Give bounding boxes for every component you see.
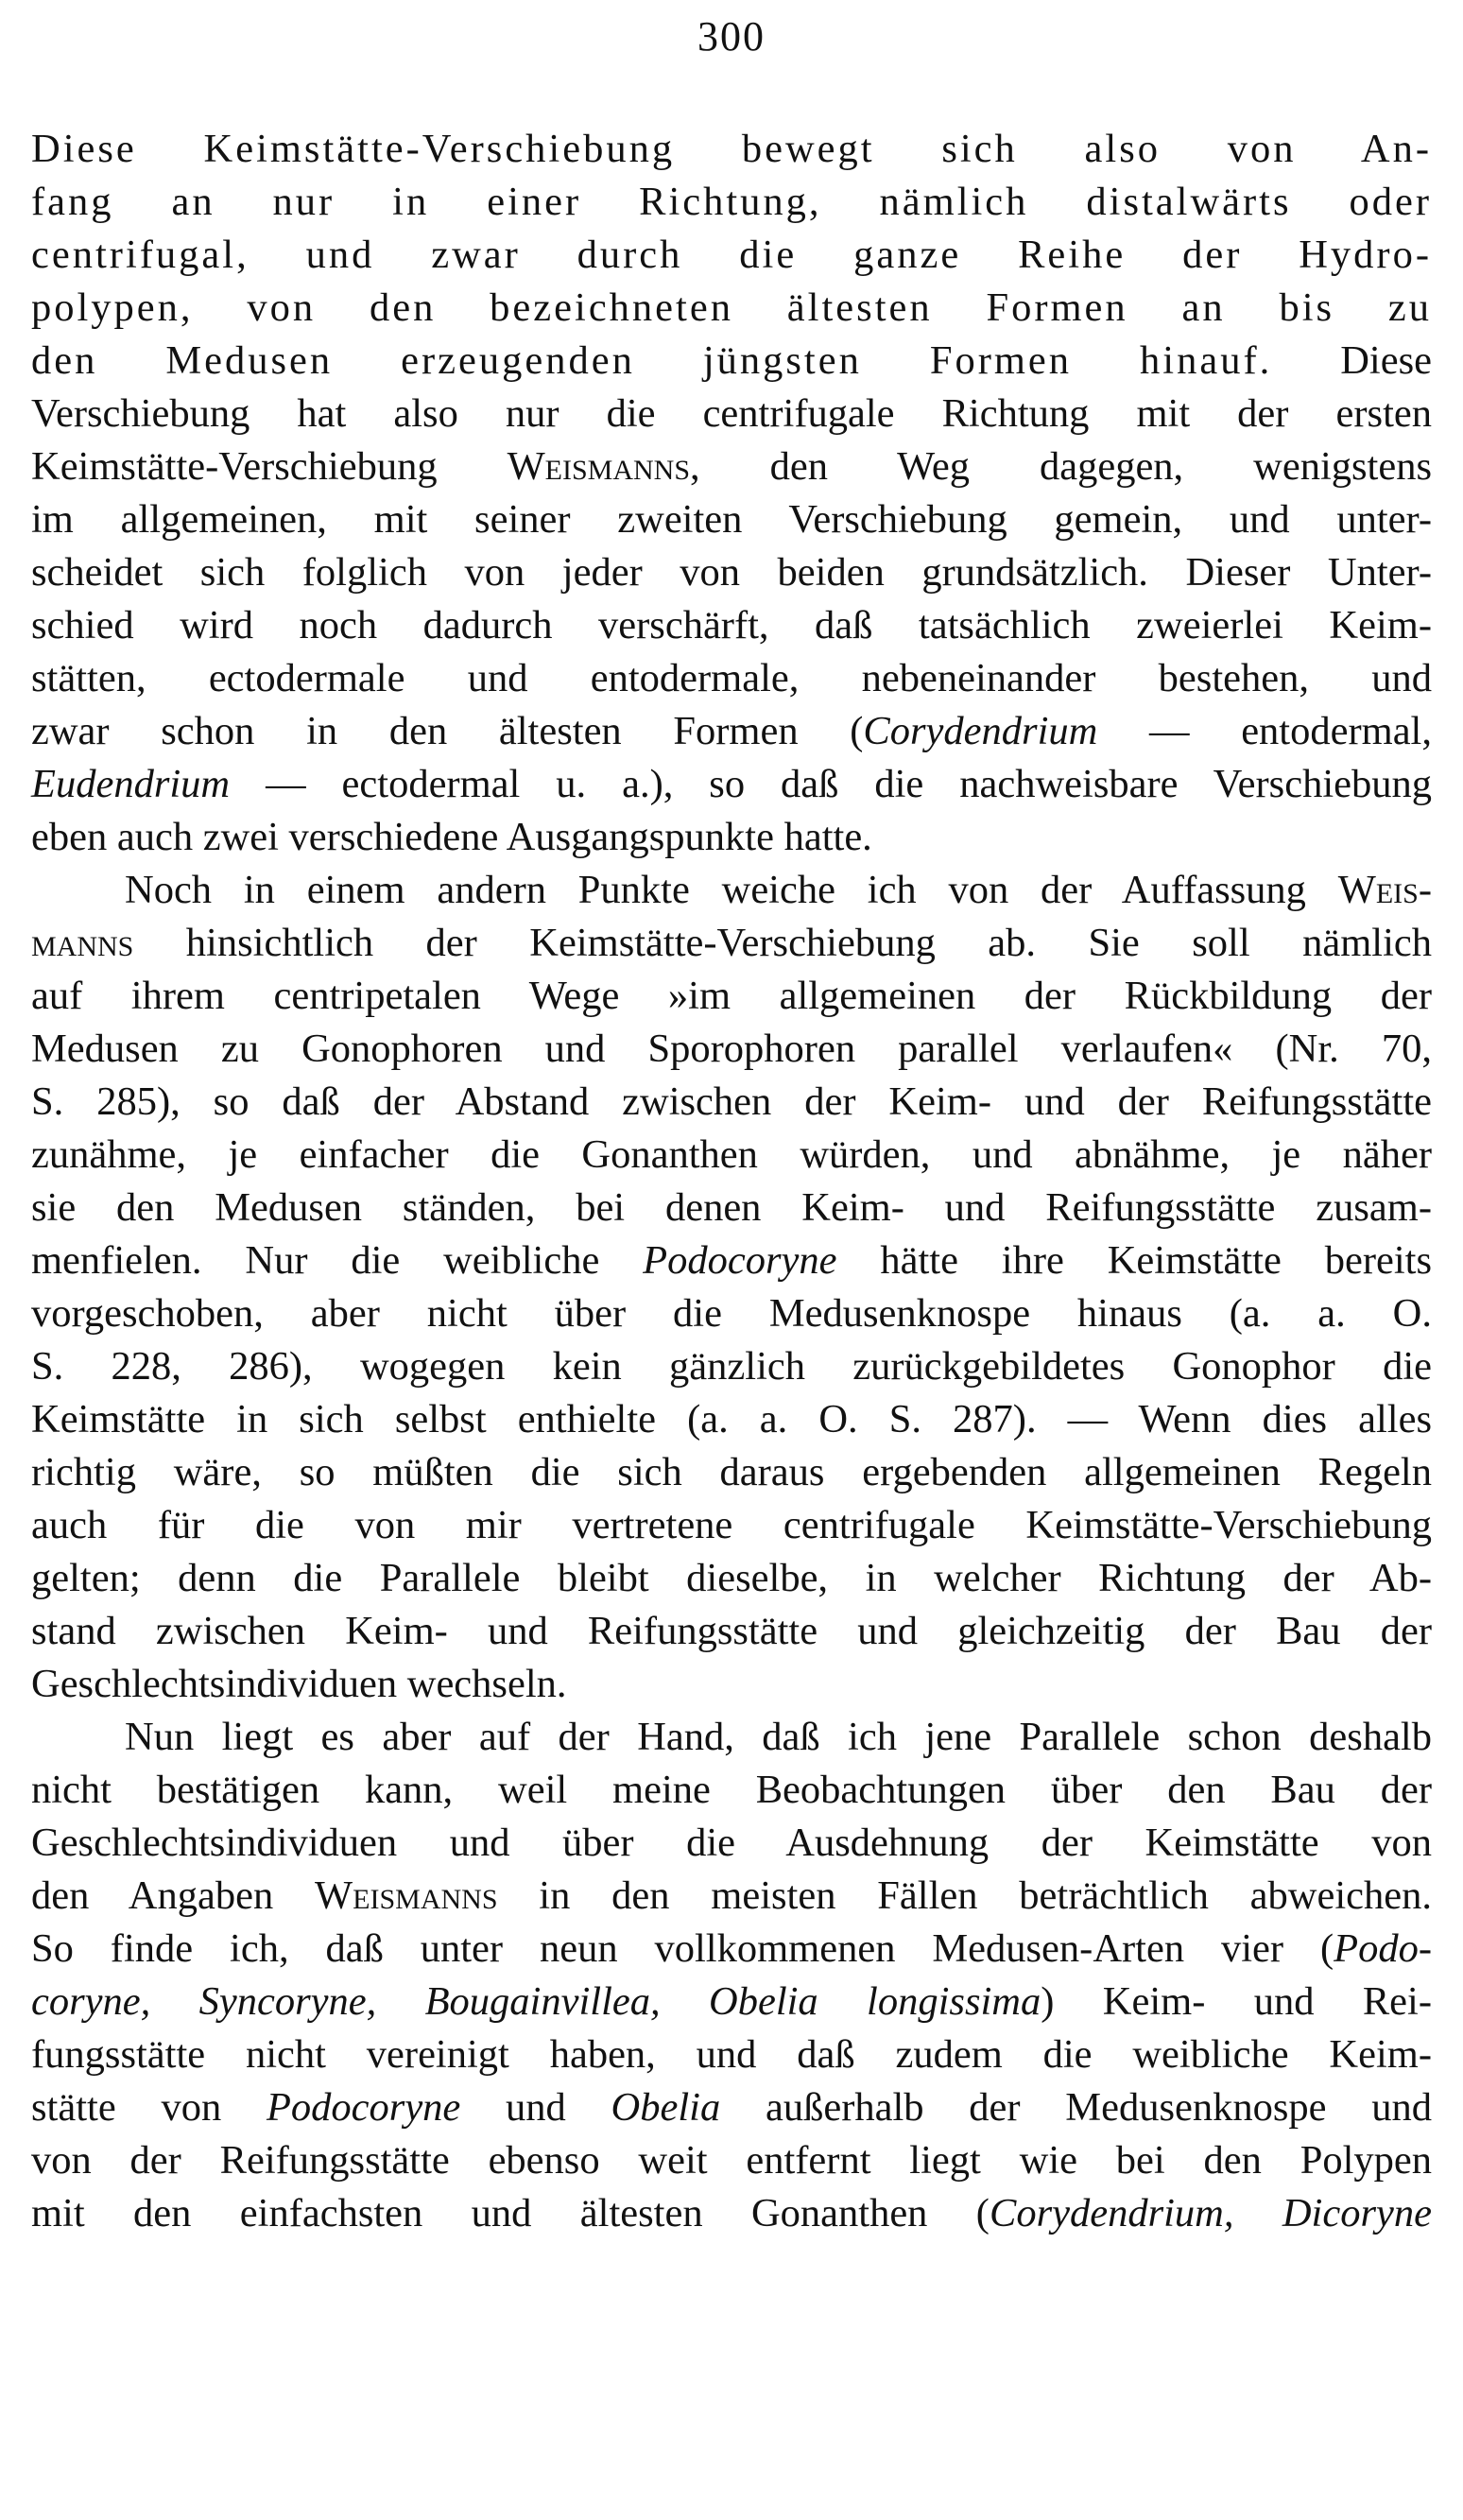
text-line: auf ihrem centripetalen Wege »im allgemeinen der Rückbildung der <box>31 974 1432 1018</box>
genus-name: Obelia <box>611 2085 721 2130</box>
text-line: gelten; denn die Parallele bleibt dieselbe, in welcher Richtung der Ab- <box>31 1556 1432 1600</box>
text-line: manns hinsichtlich der Keimstätte-Verschiebung ab. Sie soll nämlich <box>31 921 1432 965</box>
text-line: So finde ich, daß unter neun vollkommenen Medusen-Arten vier (Podo- <box>31 1926 1432 1971</box>
text-line: Verschiebung hat also nur die centrifugale Richtung mit der ersten <box>31 391 1432 436</box>
text-line: Geschlechtsindividuen und über die Ausdehnung der Keimstätte von <box>31 1821 1432 1865</box>
text-line: stätten, ectodermale und entodermale, nebeneinander bestehen, und <box>31 656 1432 700</box>
text-line: sie den Medusen ständen, bei denen Keim- und Reifungsstätte zusam- <box>31 1185 1432 1230</box>
genus-name: Podo- <box>1334 1926 1432 1971</box>
text-line: nicht bestätigen kann, weil meine Beobachtungen über den Bau der <box>31 1768 1432 1812</box>
text-line: mit den einfachsten und ältesten Gonanthen (Corydendrium, Dicoryne <box>31 2191 1432 2235</box>
text-line: Keimstätte-Verschiebung Weismanns, den Weg dagegen, wenigstens <box>31 444 1433 489</box>
genus-name: Eudendrium <box>31 762 231 806</box>
author-name: Weismanns <box>507 444 691 489</box>
text-line: centrifugal, und zwar durch die ganze Reihe der Hydro- <box>31 233 1432 277</box>
text-line: schied wird noch dadurch verschärft, daß tatsächlich zweierlei Keim- <box>31 603 1432 647</box>
genus-name: coryne, Syncoryne, Bougainvillea, Obelia longissima <box>31 1979 1041 2024</box>
text-line: eben auch zwei verschiedene Ausgangspunkte hatte. <box>31 815 872 859</box>
text-line: im allgemeinen, mit seiner zweiten Verschiebung gemein, und unter- <box>31 497 1432 542</box>
text-line: stätte von Podocoryne und Obelia außerhalb der Medusenknospe und <box>31 2085 1432 2130</box>
text-line: von der Reifungsstätte ebenso weit entfernt liegt wie bei den Polypen <box>31 2138 1432 2183</box>
genus-name: Corydendrium, Dicoryne <box>989 2191 1432 2235</box>
text-line: S. 285), so daß der Abstand zwischen der Keim- und der Reifungsstätte <box>31 1079 1432 1124</box>
text-line: fungsstätte nicht vereinigt haben, und daß zudem die weibliche Keim- <box>31 2032 1432 2077</box>
author-name: Weismanns <box>315 1873 498 1918</box>
page-number: 300 <box>697 13 766 60</box>
text-line: fang an nur in einer Richtung, nämlich distalwärts oder <box>31 180 1432 224</box>
author-name: Weis- <box>1337 868 1432 912</box>
text-line: auch für die von mir vertretene centrifugale Keimstätte-Verschiebung <box>31 1503 1432 1547</box>
text-line: coryne, Syncoryne, Bougainvillea, Obelia longissima) Keim- und Rei- <box>31 1979 1432 2024</box>
text-line: menfielen. Nur die weibliche Podocoryne hätte ihre Keimstätte bereits <box>31 1238 1432 1283</box>
text-line: zunähme, je einfacher die Gonanthen würden, und abnähme, je näher <box>31 1132 1432 1177</box>
text-line: Diese Keimstätte-Verschiebung bewegt sich also von An- <box>31 127 1432 171</box>
text-line: Keimstätte in sich selbst enthielte (a. a. O. S. 287). — Wenn dies alles <box>31 1397 1432 1441</box>
text-line: den Medusen erzeugenden jüngsten Formen hinauf. Diese <box>31 338 1432 383</box>
text-line: Noch in einem andern Punkte weiche ich von der Auffassung Weis- <box>125 868 1432 912</box>
text-line: S. 228, 286), wogegen kein gänzlich zurückgebildetes Gonophor die <box>31 1344 1432 1389</box>
genus-name: Corydendrium <box>863 709 1098 753</box>
text-line: den Angaben Weismanns in den meisten Fällen beträchtlich abweichen. <box>31 1873 1432 1918</box>
text-line: Medusen zu Gonophoren und Sporophoren parallel verlaufen« (Nr. 70, <box>31 1027 1432 1071</box>
text-line: Nun liegt es aber auf der Hand, daß ich jene Parallele schon deshalb <box>125 1715 1432 1759</box>
text-line: polypen, von den bezeichneten ältesten Formen an bis zu <box>31 285 1432 330</box>
text-line: Geschlechtsindividuen wechseln. <box>31 1662 567 1706</box>
text-line: vorgeschoben, aber nicht über die Medusenknospe hinaus (a. a. O. <box>31 1291 1432 1336</box>
text-line: richtig wäre, so müßten die sich daraus ergebenden allgemeinen Regeln <box>31 1450 1432 1494</box>
genus-name: Podocoryne <box>266 2085 461 2130</box>
text-line: Eudendrium — ectodermal u. a.), so daß die nachweisbare Verschiebung <box>31 762 1432 806</box>
text-line: zwar schon in den ältesten Formen (Corydendrium — entodermal, <box>31 709 1432 753</box>
author-name: manns <box>31 921 134 965</box>
text-line: scheidet sich folglich von jeder von beiden grundsätzlich. Dieser Unter- <box>31 550 1432 595</box>
text-line: stand zwischen Keim- und Reifungsstätte und gleichzeitig der Bau der <box>31 1609 1432 1653</box>
genus-name: Podocoryne <box>643 1238 837 1283</box>
